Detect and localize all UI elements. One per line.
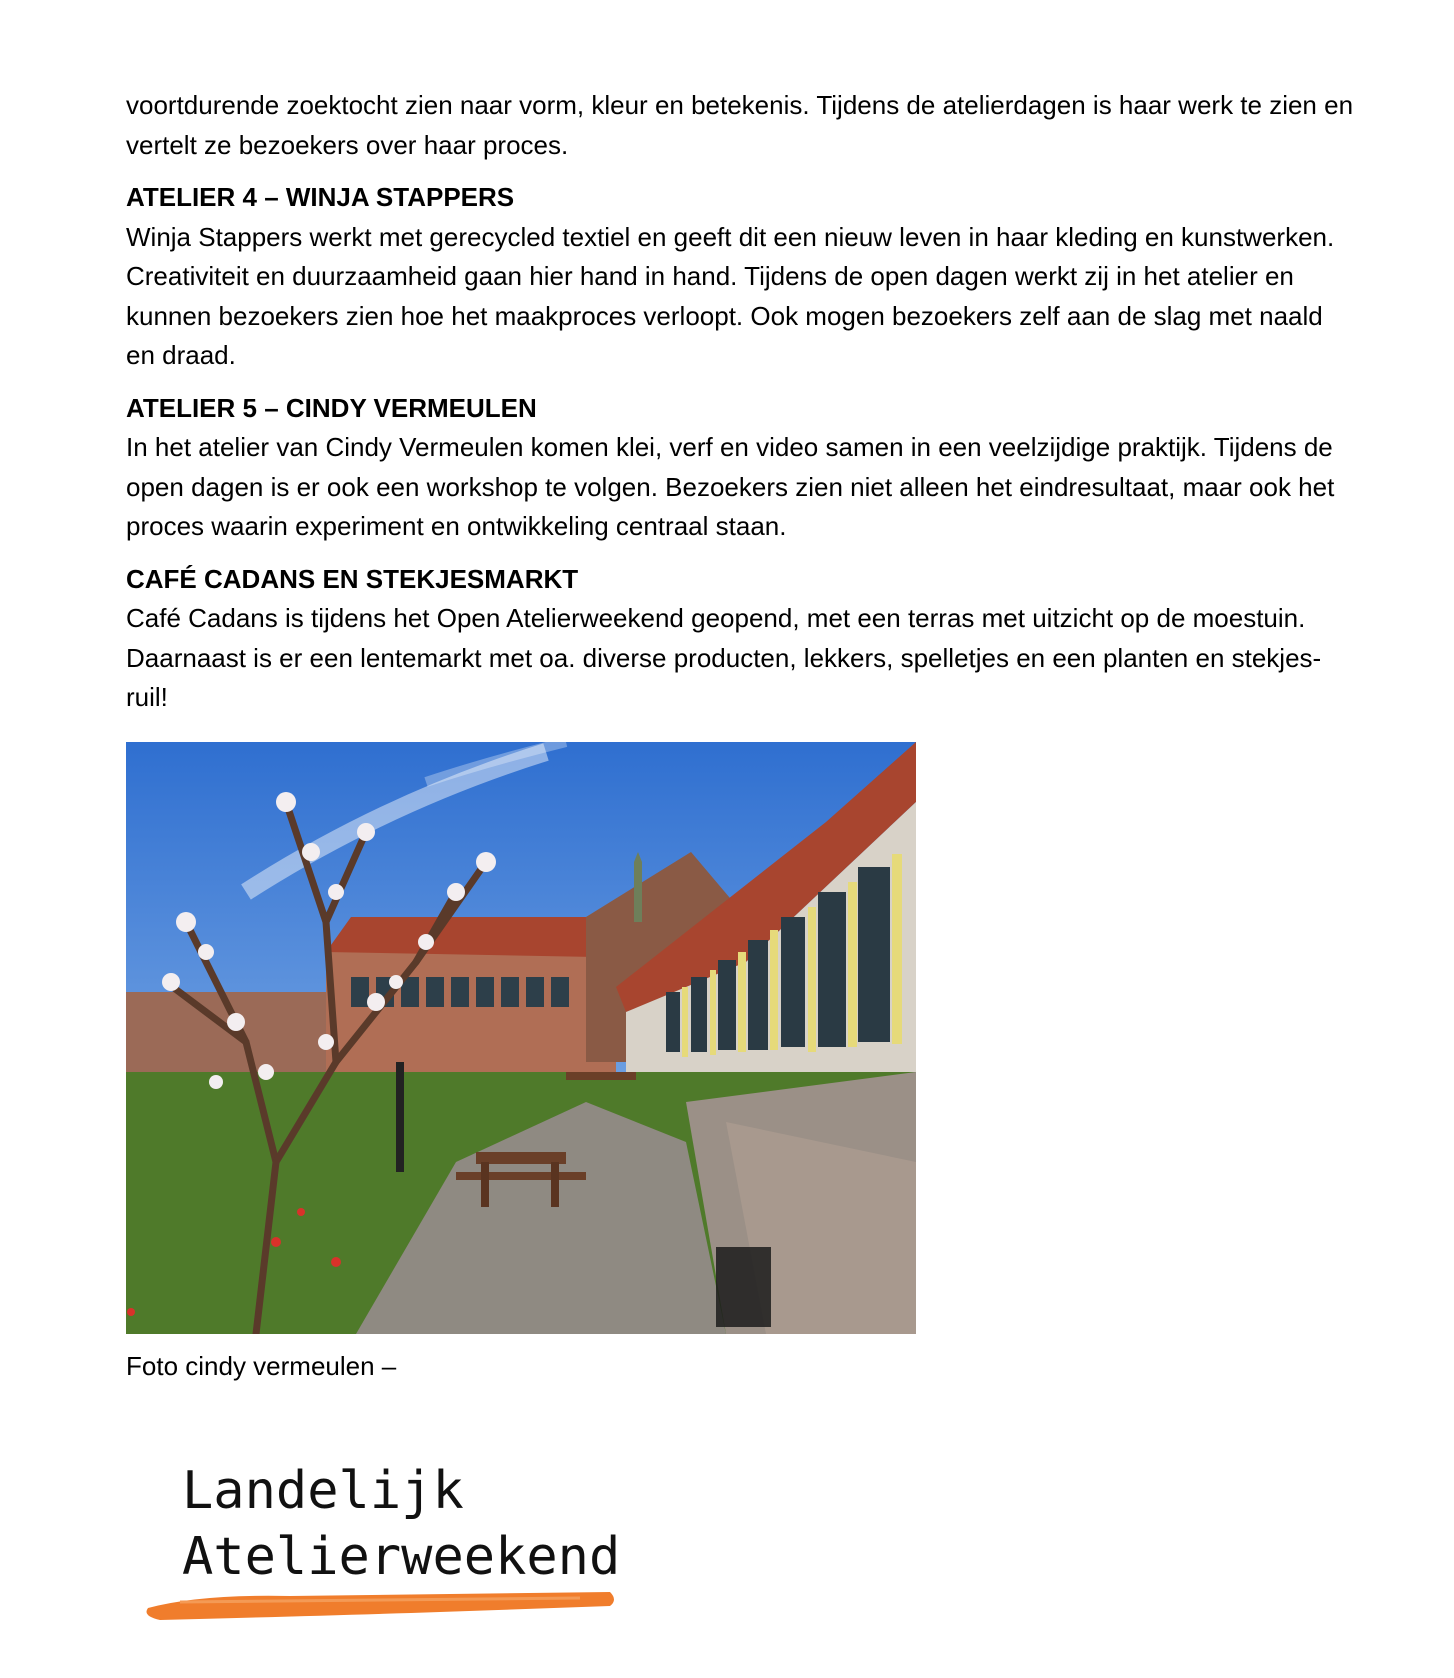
section-body-atelier-5: In het atelier van Cindy Vermeulen komen klei, verf en video samen in een veelzijdige praktijk. Tijdens de open dagen is er ook een workshop te volgen. Bezoekers zien niet alleen het eindresultaat, maar ook het proces waarin experiment en ontwikkeling centraal staan. xyxy=(126,432,1335,541)
landelijk-atelierweekend-logo xyxy=(140,1458,640,1628)
logo-text xyxy=(182,1458,620,1590)
photo-caption: Foto cindy vermeulen – xyxy=(126,1351,397,1381)
section-title-atelier-4: ATELIER 4 – WINJA STAPPERS xyxy=(126,182,515,212)
intro-paragraph: voortdurende zoektocht zien naar vorm, kleur en betekenis. Tijdens de atelierdagen is haar werk te zien en vertelt ze bezoekers over haar proces. xyxy=(126,90,1354,160)
orange-brush-stroke xyxy=(140,1586,620,1626)
section-title-cafe: CAFÉ CADANS EN STEKJESMARKT xyxy=(126,563,579,594)
logo-line-1: Landelijk xyxy=(182,1461,464,1521)
section-title-atelier-5: ATELIER 5 – CINDY VERMEULEN xyxy=(126,392,537,423)
garden-photo xyxy=(126,742,916,1334)
section-body-cafe: Café Cadans is tijdens het Open Atelierweekend geopend, met een terras met uitzicht op de moestuin. Daarnaast is er een lentemarkt met oa. diverse producten, lekkers, spelletjes en een planten en stekjes-ruil! xyxy=(126,603,1322,712)
text-content xyxy=(126,86,1356,718)
logo-line-2: Atelierweekend xyxy=(182,1527,621,1587)
section-body-atelier-4: Winja Stappers werkt met gerecycled textiel en geeft dit een nieuw leven in haar kleding en kunstwerken. Creativiteit en duurzaamheid gaan hier hand in hand. Tijdens de open dagen werkt zij in het atelier en kunnen bezoekers zien hoe het maakproces verloopt. Ook mogen bezoekers zelf aan de slag met naald en draad. xyxy=(126,221,1335,370)
